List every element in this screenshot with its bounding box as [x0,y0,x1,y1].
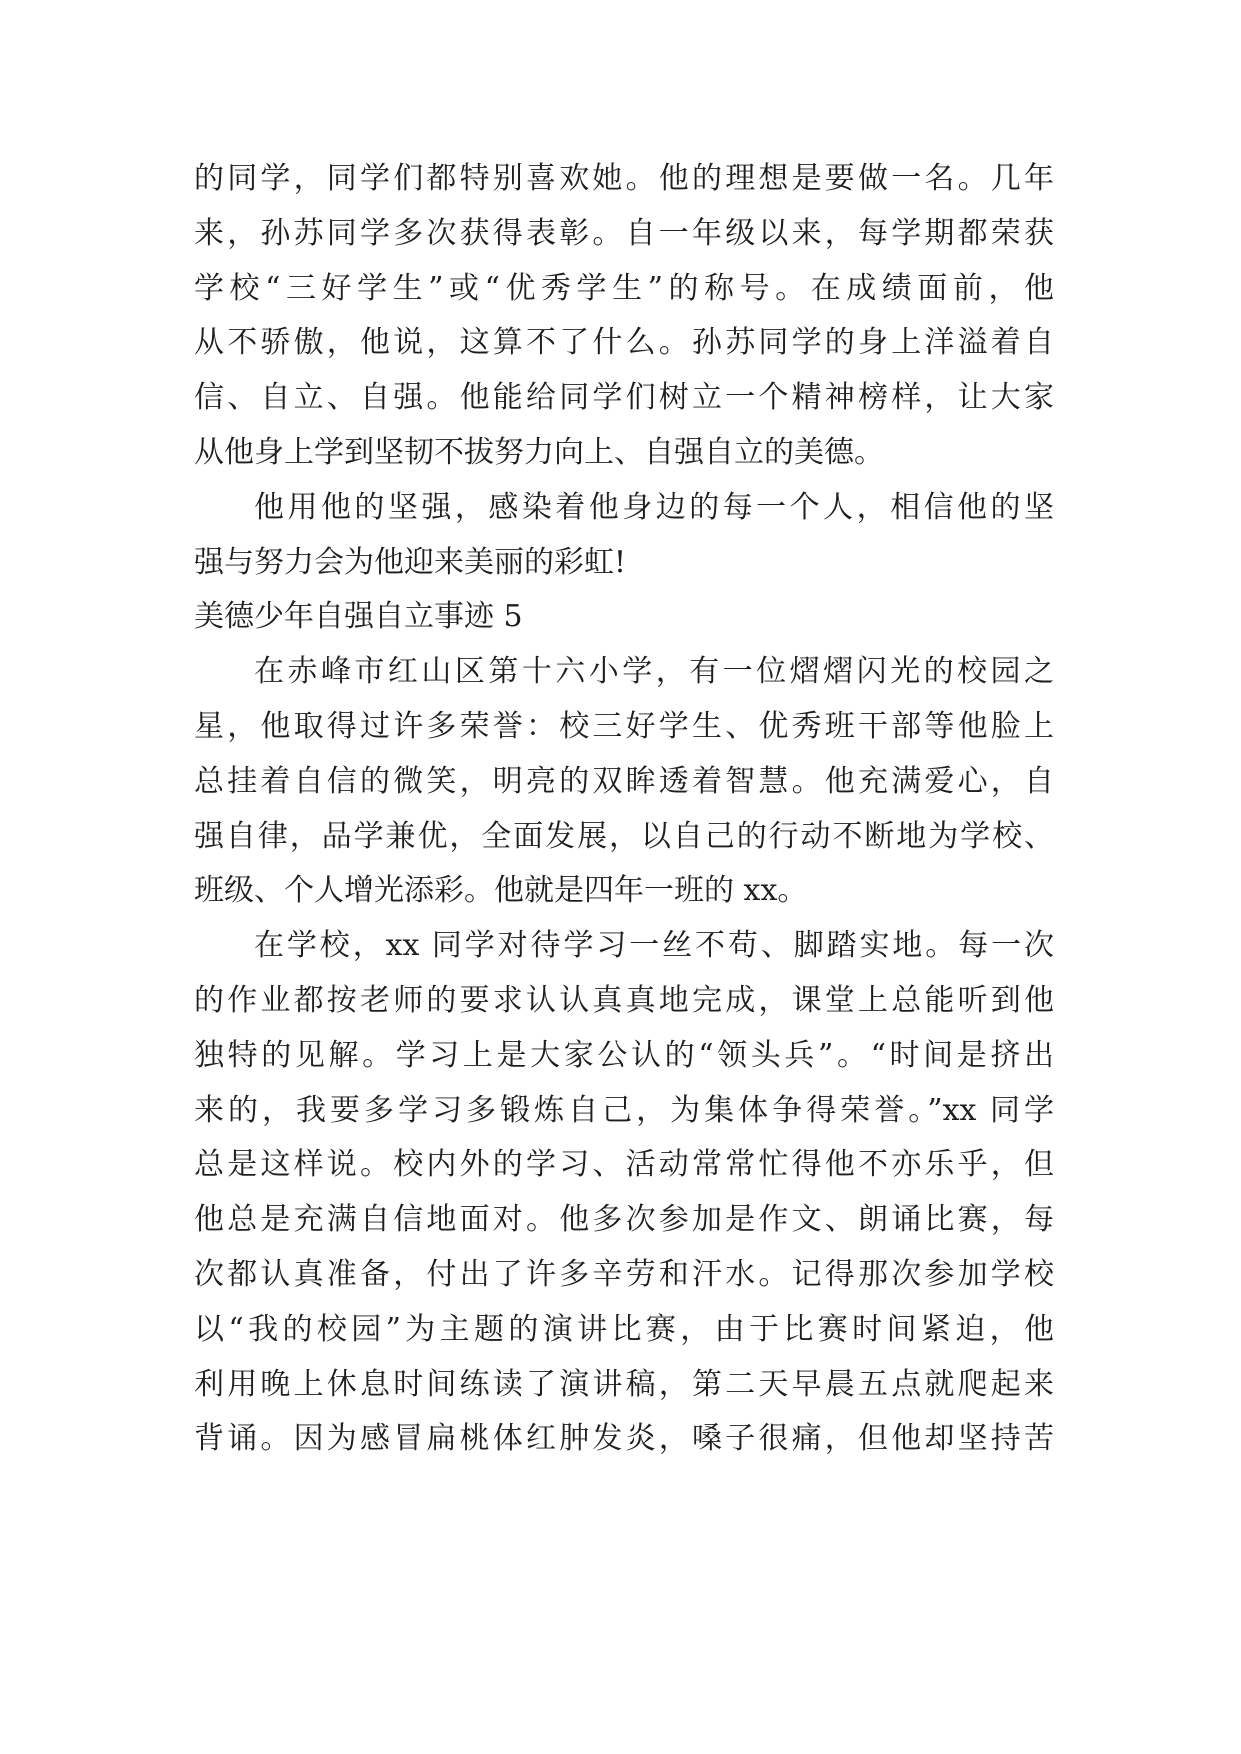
paragraph [194,481,1054,591]
text-line: 强与努力会为他迎来美丽的彩虹! [194,544,627,580]
text-line: 总是这样说。校内外的学习、活动常常忙得他不亦乐乎，但 [194,1147,1054,1183]
text-line: 班级、个人增光添彩。他就是四年一班的 xx。 [194,873,808,909]
text-line: 星，他取得过许多荣誉：校三好学生、优秀班干部等他脸上 [194,708,1054,744]
text-line: 从不骄傲，他说，这算不了什么。孙苏同学的身上洋溢着自 [194,325,1054,361]
text-line: 背诵。因为感冒扁桃体红肿发炎，嗓子很痛，但他却坚持苦 [194,1421,1054,1457]
section-heading: 美德少年自强自立事迹 5 [194,599,523,635]
text-line: 从他身上学到坚韧不拔努力向上、自强自立的美德。 [194,434,884,470]
paragraph [194,919,1054,1467]
text-line: 利用晚上休息时间练读了演讲稿，第二天早晨五点就爬起来 [194,1366,1054,1402]
text-line: 在学校，xx 同学对待学习一丝不苟、脚踏实地。每一次 [254,928,1054,964]
text-line: 强自律，品学兼优，全面发展，以自己的行动不断地为学校、 [194,818,1054,854]
paragraph [194,645,1054,919]
text-line: 次都认真准备，付出了许多辛劳和汗水。记得那次参加学校 [194,1256,1054,1292]
text-line: 独特的见解。学习上是大家公认的“领头兵”。“时间是挤出 [194,1037,1054,1073]
text-line: 来，孙苏同学多次获得表彰。自一年级以来，每学期都荣获 [194,215,1054,251]
text-line: 来的，我要多学习多锻炼自己，为集体争得荣誉。”xx 同学 [194,1092,1054,1128]
text-line: 以“我的校园”为主题的演讲比赛，由于比赛时间紧迫，他 [194,1311,1054,1347]
text-line: 的作业都按老师的要求认认真真地完成，课堂上总能听到他 [194,982,1054,1018]
text-line: 学校“三好学生”或“优秀学生”的称号。在成绩面前，他 [194,270,1054,306]
text-line: 他用他的坚强，感染着他身边的每一个人，相信他的坚 [254,489,1054,525]
paragraph [194,152,1054,481]
text-line: 信、自立、自强。他能给同学们树立一个精神榜样，让大家 [194,380,1054,416]
document-body [194,152,1054,1467]
text-line: 总挂着自信的微笑，明亮的双眸透着智慧。他充满爱心，自 [194,763,1054,799]
text-line: 在赤峰市红山区第十六小学，有一位熠熠闪光的校园之 [254,654,1054,690]
text-line: 他总是充满自信地面对。他多次参加是作文、朗诵比赛，每 [194,1202,1054,1238]
text-line: 的同学，同学们都特别喜欢她。他的理想是要做一名。几年 [194,161,1054,196]
